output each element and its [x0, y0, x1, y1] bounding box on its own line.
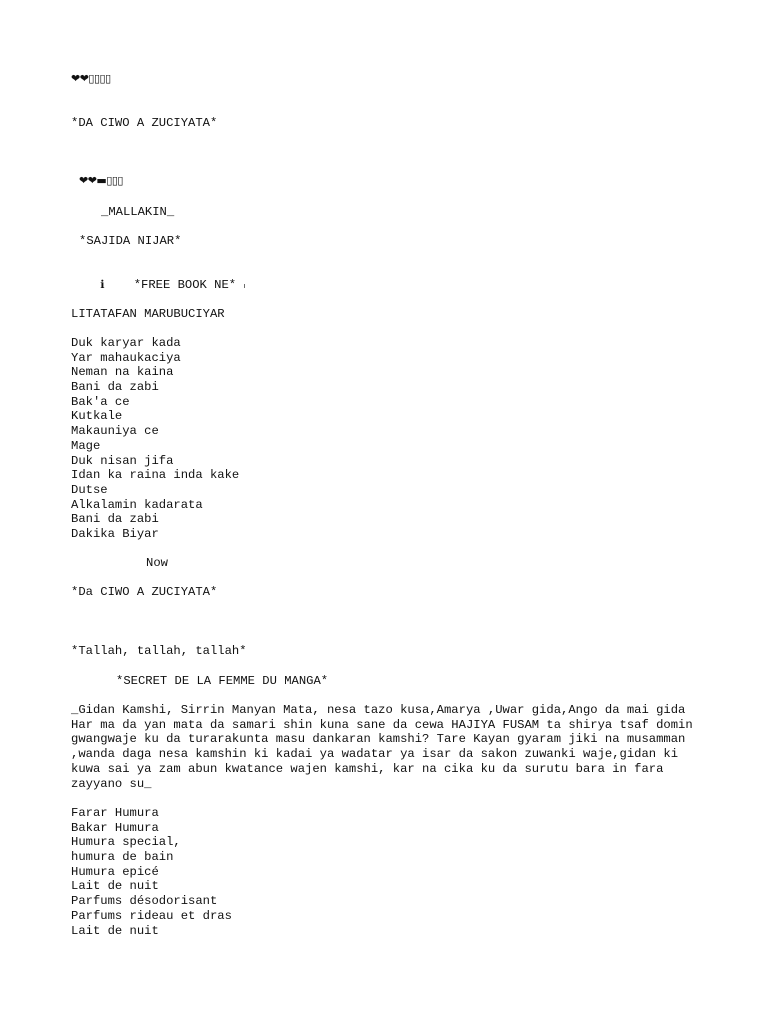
list-item: Kutkale	[71, 409, 123, 424]
product-list	[71, 806, 232, 938]
list-item: Bakar Humura	[71, 820, 159, 835]
list-item: Alkalamin kadarata	[71, 497, 203, 512]
list-item: Dutse	[71, 482, 108, 497]
now-label: Now	[146, 556, 168, 570]
author-label: _MALLAKIN_	[101, 205, 175, 219]
list-item: Parfums désodorisant	[71, 894, 218, 909]
current-title: *Da CIWO A ZUCIYATA*	[71, 585, 218, 599]
author-name: *SAJIDA NIJAR*	[79, 234, 182, 248]
list-item: Duk karyar kada	[71, 336, 181, 350]
list-item: Neman na kaina	[71, 365, 174, 380]
free-book-mark: ı	[243, 281, 246, 290]
heart-glyph-line: ❤❤▯▯▯▯	[71, 72, 111, 85]
list-item: Makauniya ce	[71, 424, 159, 439]
index-heading: LITATAFAN MARUBUCIYAR	[71, 307, 225, 321]
list-item: Yar mahaukaciya	[71, 350, 181, 365]
list-item: Idan ka raina inda kake	[71, 468, 240, 483]
free-book-line	[71, 263, 245, 308]
list-item: Lait de nuit	[71, 923, 159, 938]
list-item: Farar Humura	[71, 806, 159, 820]
list-item: Bani da zabi	[71, 512, 159, 527]
ad-subheading: *SECRET DE LA FEMME DU MANGA*	[116, 674, 329, 688]
ad-heading: *Tallah, tallah, tallah*	[71, 644, 247, 658]
list-item: Bani da zabi	[71, 380, 159, 395]
list-item: Bak'a ce	[71, 394, 130, 409]
free-book-label: *FREE BOOK NE*	[133, 277, 237, 292]
book-list	[71, 336, 239, 542]
list-item: humura de bain	[71, 850, 174, 865]
list-item: Dakika Biyar	[71, 526, 159, 541]
heart-glyph-line-2: ❤❤▬▯▯▯	[79, 174, 123, 187]
ad-body: _Gidan Kamshi, Sirrin Manyan Mata, nesa tazo kusa,Amarya ,Uwar gida,Ango da mai gida Har ma da yan mata da samari shin kuna sane da cewa HAJIYA FUSAM ta shirya tsaf domin gwangwaje ku da turarakunta masu dankaran kamshi? Tare Kayan gyaram jiki na musamman ,wanda daga nesa kamshin ki kadai ya wadatar ya isar da sakon zuwanki waje,gidan ki kuwa sai ya zam abun kwatance wajen kamshi, kar na cika ku da surutu bara in fara zayyano su_	[71, 703, 693, 791]
list-item: Humura special,	[71, 835, 181, 850]
info-icon: ℹ	[100, 277, 105, 291]
list-item: Duk nisan jifa	[71, 453, 174, 468]
document-title: *DA CIWO A ZUCIYATA*	[71, 116, 218, 130]
list-item: Lait de nuit	[71, 879, 159, 894]
list-item: Mage	[71, 438, 101, 453]
list-item: Humura epicé	[71, 864, 159, 879]
list-item: Parfums rideau et dras	[71, 908, 232, 923]
